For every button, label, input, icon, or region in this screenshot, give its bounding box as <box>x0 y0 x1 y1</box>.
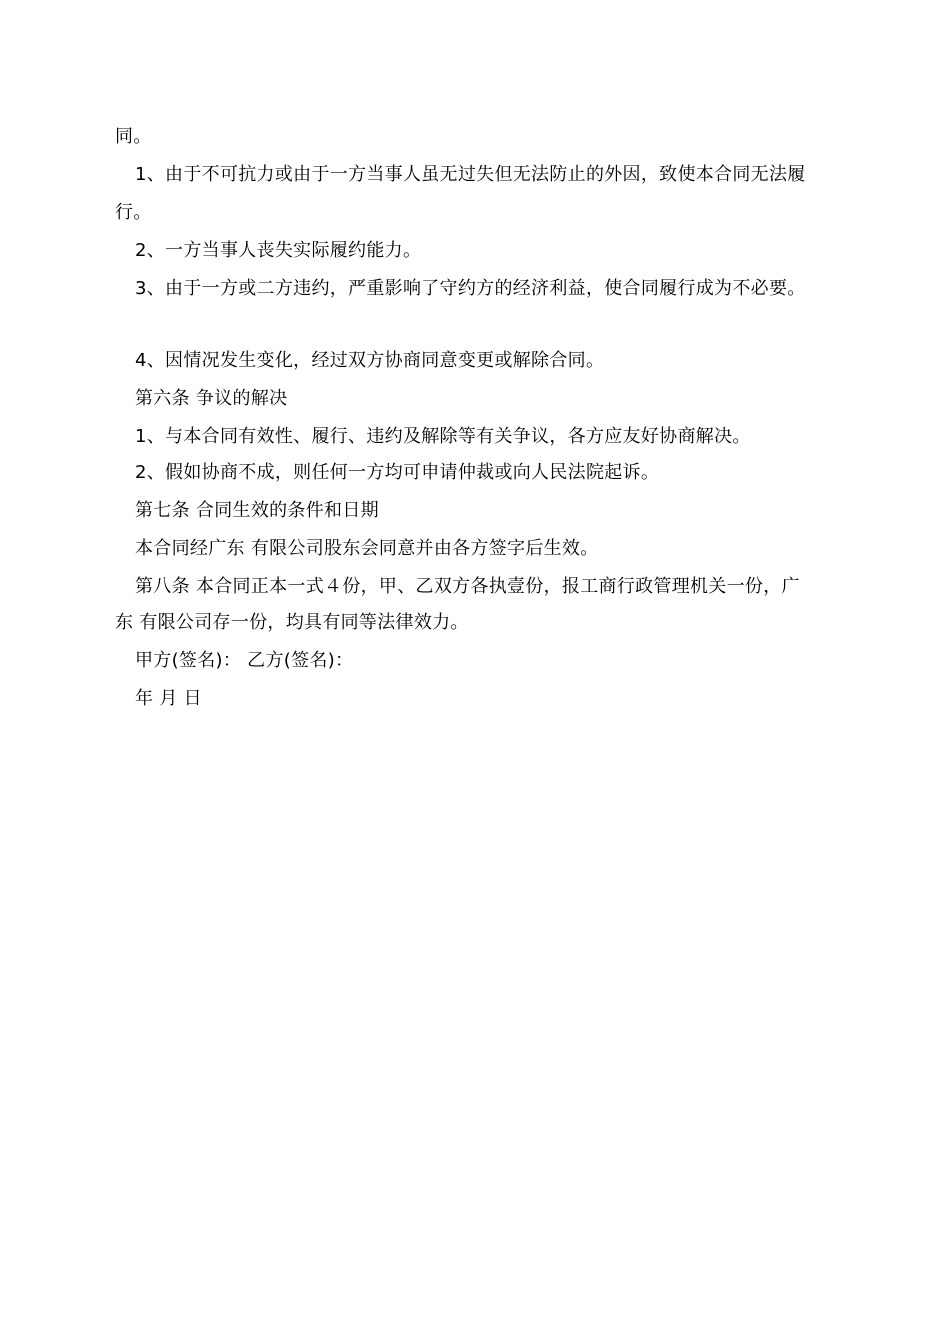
clause-5-item-1-line-2: 行。 <box>115 202 152 223</box>
article-8-line-2: 东 有限公司存一份，均具有同等法律效力。 <box>115 612 469 633</box>
article-6-item-1: 1、与本合同有效性、履行、违约及解除等有关争议，各方应友好协商解决。 <box>135 426 751 447</box>
signature-line: 甲方(签名)： 乙方(签名)： <box>135 650 354 671</box>
article-8-line-1: 第八条 本合同正本一式４份，甲、乙双方各执壹份，报工商行政管理机关一份，广 <box>135 576 800 597</box>
article-6-item-2: 2、假如协商不成，则任何一方均可申请仲裁或向人民法院起诉。 <box>135 462 660 483</box>
text-line-1: 同。 <box>115 126 152 147</box>
clause-5-item-1-line-1: 1、由于不可抗力或由于一方当事人虽无过失但无法防止的外因，致使本合同无法履 <box>135 164 806 185</box>
article-7-heading: 第七条 合同生效的条件和日期 <box>135 500 379 521</box>
date-line: 年 月 日 <box>135 688 202 709</box>
clause-5-item-2: 2、一方当事人丧失实际履约能力。 <box>135 240 422 261</box>
clause-5-item-3: 3、由于一方或二方违约，严重影响了守约方的经济利益，使合同履行成为不必要。 <box>135 278 806 299</box>
clause-5-item-4: 4、因情况发生变化，经过双方协商同意变更或解除合同。 <box>135 350 605 371</box>
article-7-body: 本合同经广东 有限公司股东会同意并由各方签字后生效。 <box>135 538 599 559</box>
article-6-heading: 第六条 争议的解决 <box>135 388 288 409</box>
